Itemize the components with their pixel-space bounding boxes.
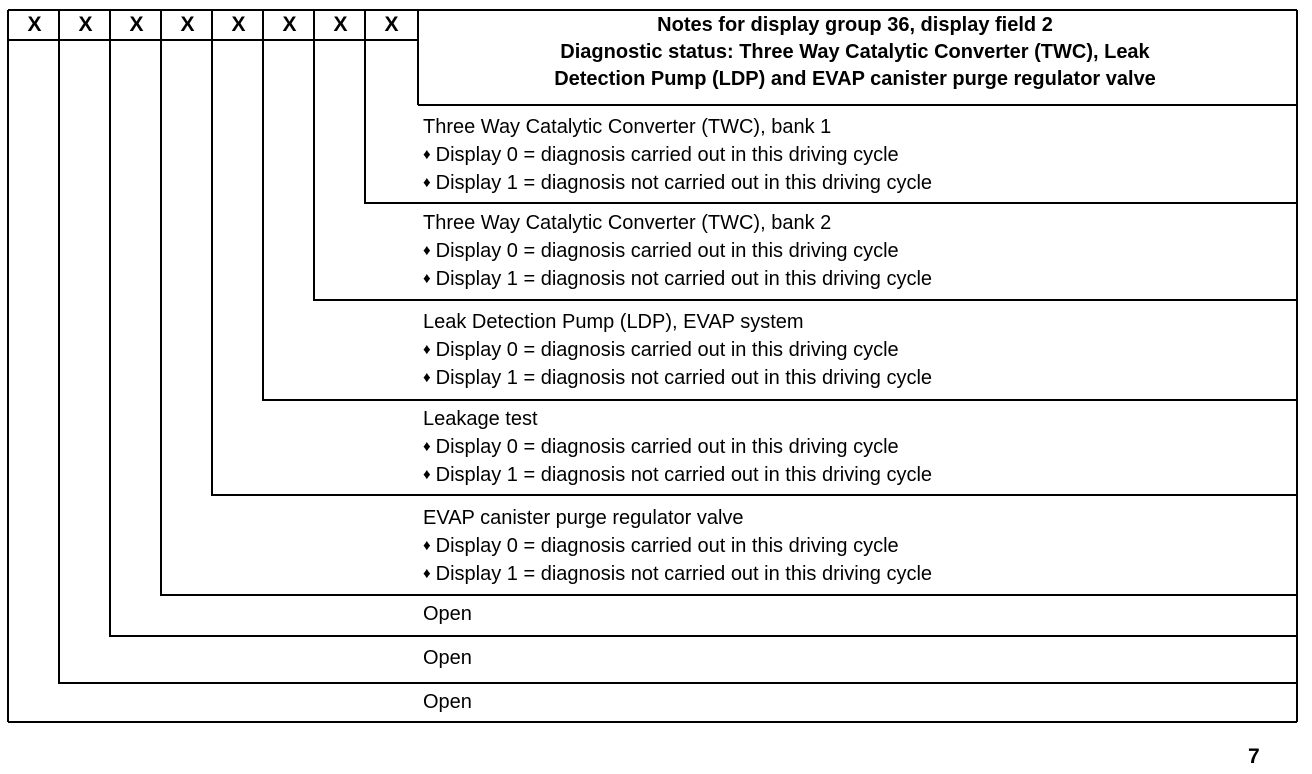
bullet-icon: ♦ [423, 537, 431, 554]
open-row-2: Open [423, 647, 472, 669]
header-line-2: Diagnostic status: Three Way Catalytic Converter (TWC), Leak [560, 41, 1150, 63]
open-row-3: Open [423, 691, 472, 713]
note-title: Three Way Catalytic Converter (TWC), bank 2 [423, 212, 832, 234]
header-line-1: Notes for display group 36, display field 2 [657, 14, 1053, 36]
page-number: 7 [1248, 745, 1260, 768]
bit-column-4: X [180, 13, 195, 36]
bullet-icon: ♦ [423, 466, 431, 483]
note-title: Leak Detection Pump (LDP), EVAP system [423, 311, 804, 333]
note-line-display-0: Display 0 = diagnosis carried out in this driving cycle [435, 535, 899, 557]
header-line-3: Detection Pump (LDP) and EVAP canister purge regulator valve [554, 68, 1156, 90]
bit-column-3: X [129, 13, 144, 36]
note-row-leakage-test [423, 405, 1283, 489]
note-line-display-1: Display 1 = diagnosis not carried out in this driving cycle [435, 563, 933, 585]
note-row-twc-bank1 [423, 113, 1283, 197]
note-line-display-0: Display 0 = diagnosis carried out in this driving cycle [435, 436, 899, 458]
bullet-icon: ♦ [423, 242, 431, 259]
notes-header [420, 12, 1290, 93]
note-title: Leakage test [423, 408, 538, 430]
note-line-display-0: Display 0 = diagnosis carried out in this driving cycle [435, 339, 899, 361]
bullet-icon: ♦ [423, 369, 431, 386]
note-line-display-0: Display 0 = diagnosis carried out in this driving cycle [435, 240, 899, 262]
bullet-icon: ♦ [423, 146, 431, 163]
bullet-icon: ♦ [423, 341, 431, 358]
note-title: Three Way Catalytic Converter (TWC), bank 1 [423, 116, 832, 138]
note-line-display-1: Display 1 = diagnosis not carried out in this driving cycle [435, 464, 933, 486]
bullet-icon: ♦ [423, 438, 431, 455]
bit-column-8: X [384, 13, 399, 36]
bit-column-6: X [282, 13, 297, 36]
bit-column-1: X [27, 13, 42, 36]
note-line-display-0: Display 0 = diagnosis carried out in this driving cycle [435, 144, 899, 166]
bullet-icon: ♦ [423, 174, 431, 191]
note-line-display-1: Display 1 = diagnosis not carried out in this driving cycle [435, 367, 933, 389]
bullet-icon: ♦ [423, 270, 431, 287]
note-row-twc-bank2 [423, 209, 1283, 293]
bullet-icon: ♦ [423, 565, 431, 582]
bit-column-5: X [231, 13, 246, 36]
open-row-1: Open [423, 603, 472, 625]
note-line-display-1: Display 1 = diagnosis not carried out in this driving cycle [435, 172, 933, 194]
note-title: EVAP canister purge regulator valve [423, 507, 744, 529]
note-row-evap-purge-valve [423, 504, 1283, 588]
bit-column-7: X [333, 13, 348, 36]
note-row-ldp [423, 308, 1283, 392]
note-line-display-1: Display 1 = diagnosis not carried out in this driving cycle [435, 268, 933, 290]
bit-column-2: X [78, 13, 93, 36]
